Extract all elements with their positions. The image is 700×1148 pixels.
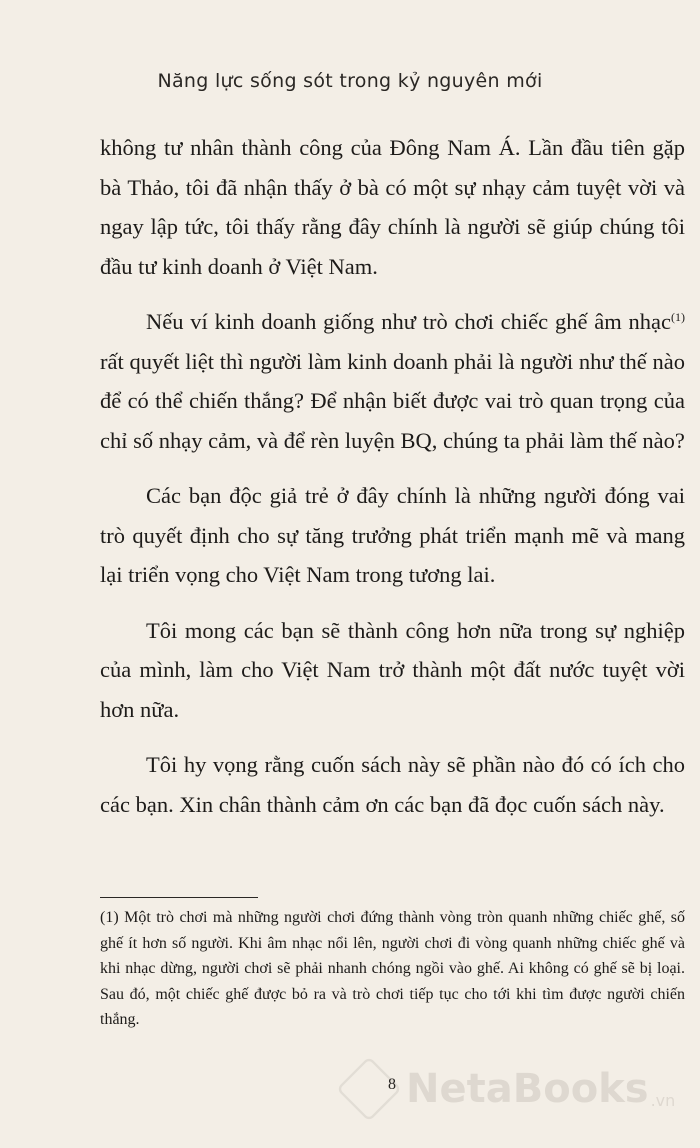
page-number: 8 bbox=[388, 1076, 396, 1093]
footnote-divider bbox=[100, 897, 258, 898]
paragraph-3: Các bạn độc giả trẻ ở đây chính là những người đóng vai trò quyết định cho sự tăng trưởng phát triển mạnh mẽ và mang lại triển vọng cho Việt Nam trong tương lai. bbox=[100, 483, 685, 587]
paragraph-1: không tư nhân thành công của Đông Nam Á. Lần đầu tiên gặp bà Thảo, tôi đã nhận thấy ở bà có một sự nhạy cảm tuyệt vời và ngay lập tức, tôi thấy rằng đây chính là người sẽ giúp chúng tôi đầu tư kinh doanh ở Việt Nam. bbox=[100, 135, 685, 279]
paragraph-2-rest: rất quyết liệt thì người làm kinh doanh phải là người như thế nào để có thể chiến thắng? Để nhận biết được vai trò quan trọng của chỉ số nhạy cảm, và để rèn luyện BQ, chúng ta phải làm thế nào? bbox=[100, 348, 685, 453]
footnote: (1) Một trò chơi mà những người chơi đứng thành vòng tròn quanh những chiếc ghế, số ghế ít hơn số người. Khi âm nhạc nổi lên, người chơi đi vòng quanh những chiếc ghế và khi nhạc dừng, người chơi sẽ phải nhanh chóng ngồi vào ghế. Ai không có ghế sẽ bị loại. Sau đó, một chiếc ghế được bỏ ra và trò chơi tiếp tục cho tới khi tìm được người chiến thắng. bbox=[100, 909, 685, 1028]
body-text bbox=[100, 128, 685, 840]
watermark-suffix: .vn bbox=[650, 1091, 676, 1110]
footnote-reference[interactable]: (1) bbox=[671, 310, 685, 324]
running-title: Năng lực sống sót trong kỷ nguyên mới bbox=[157, 70, 543, 92]
paragraph-4: Tôi mong các bạn sẽ thành công hơn nữa trong sự nghiệp của mình, làm cho Việt Nam trở thành một đất nước tuyệt vời hơn nữa. bbox=[100, 617, 685, 722]
watermark-brand: NetaBooks bbox=[406, 1066, 649, 1112]
paragraph-2-lead: Nếu ví kinh doanh giống như trò chơi chiếc ghế âm nhạc bbox=[146, 309, 671, 334]
paragraph-5: Tôi hy vọng rằng cuốn sách này sẽ phần nào đó có ích cho các bạn. Xin chân thành cảm ơn các bạn đã đọc cuốn sách này. bbox=[100, 752, 685, 817]
paragraph-2 bbox=[100, 302, 685, 460]
